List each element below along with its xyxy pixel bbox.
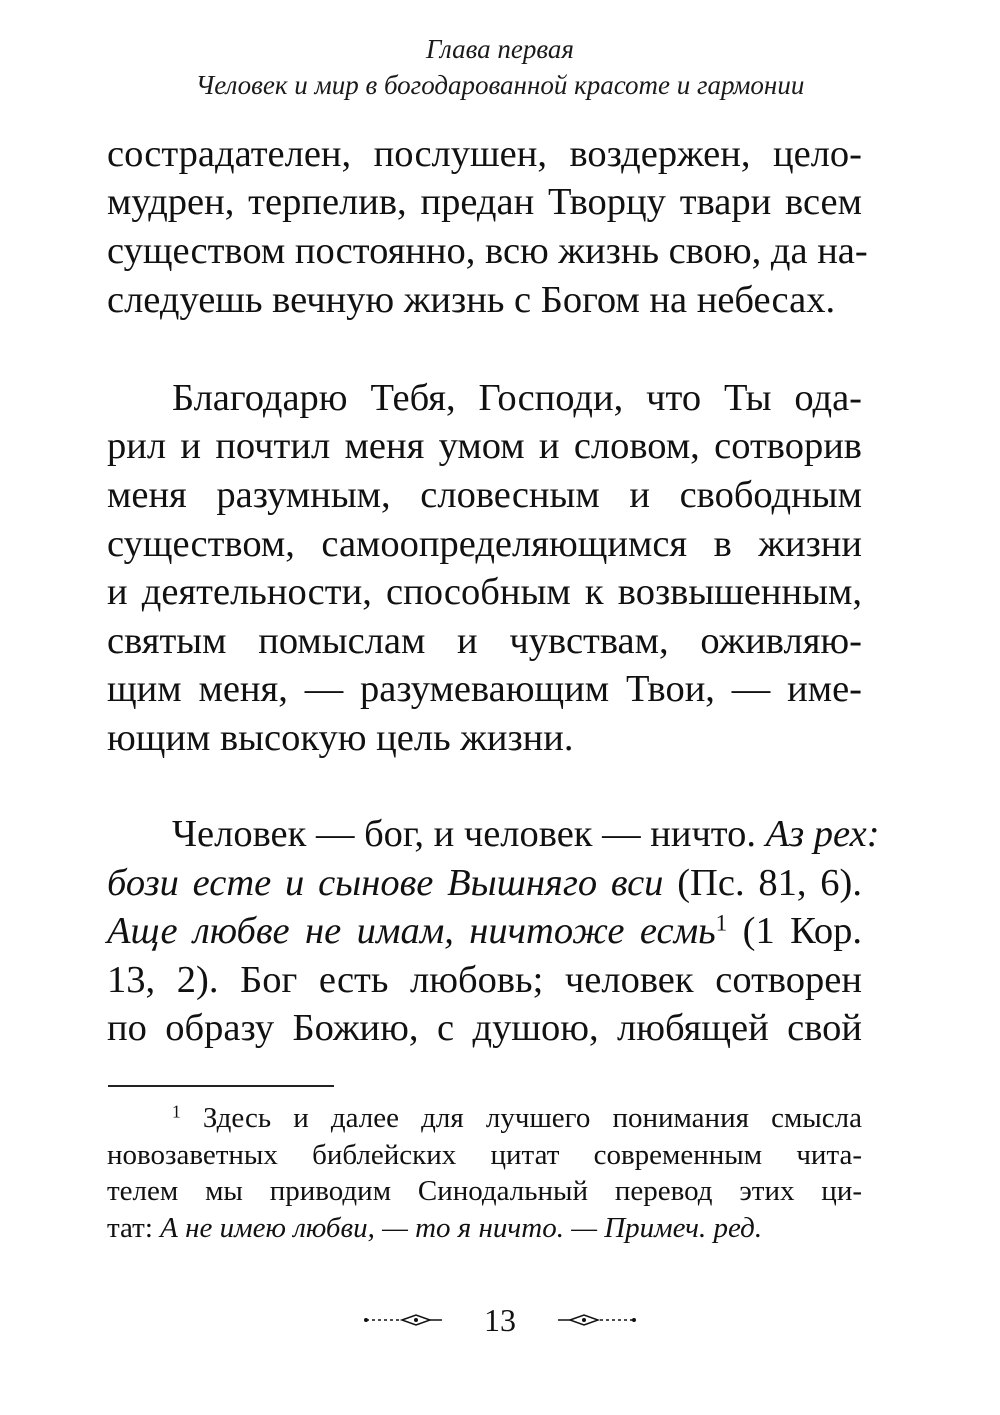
- scripture-quote: Аще любве не имам, ничтоже есмь: [107, 910, 716, 952]
- text-line: существом, самоопределяющимся в жизни: [107, 523, 862, 565]
- text-line: [172, 810, 880, 858]
- footnote-quote: А не имею любви, — то я ничто. — Примеч. ред.: [160, 1212, 763, 1244]
- chapter-subtitle: Человек и мир в богодарованной красоте и гармонии: [195, 70, 805, 100]
- chapter-title: Глава первая: [426, 34, 574, 64]
- ornament-left-icon: [364, 1312, 444, 1328]
- text-line: и деятельности, способным к возвышенным,: [107, 571, 862, 613]
- footnote-line: новозаветных библейских цитат современным чита-: [107, 1139, 862, 1171]
- text-line: существом постоянно, всю жизнь свою, да на-: [107, 230, 868, 272]
- footnote-divider: [108, 1085, 334, 1087]
- scripture-quote: бози есте и сынове Вышняго вси: [107, 862, 664, 904]
- ornament-right-icon: [556, 1312, 636, 1328]
- text-line: [107, 907, 862, 955]
- footnote-reference[interactable]: 1: [715, 909, 728, 936]
- scripture-quote: Аз рех:: [765, 813, 880, 855]
- text-line: щим меня, — разумевающим Твои, — име-: [107, 668, 862, 710]
- footnote-line: телем мы приводим Синодальный перевод этих ци-: [107, 1175, 862, 1207]
- text-line: 13, 2). Бог есть любовь; человек сотворен: [107, 959, 862, 1001]
- footnote-line: [172, 1100, 862, 1136]
- text-line: мудрен, терпелив, предан Творцу твари всем: [107, 181, 862, 223]
- text-line: по образу Божию, с душою, любящей свой: [107, 1007, 862, 1049]
- text-line: святым помыслам и чувствам, оживляю-: [107, 620, 862, 662]
- page-number: 13: [484, 1302, 516, 1338]
- text-line: Благодарю Тебя, Господи, что Ты ода-: [172, 377, 862, 419]
- text-span: Человек — бог, и человек — ничто.: [172, 813, 766, 855]
- scripture-reference: (Пс. 81, 6).: [663, 862, 862, 904]
- text-line: сострадателен, послушен, воздержен, цело-: [107, 133, 862, 175]
- text-line: меня разумным, словесным и свободным: [107, 474, 862, 516]
- text-line: следуешь вечную жизнь с Богом на небесах.: [107, 279, 836, 321]
- footnote-line: [107, 1210, 862, 1246]
- page-footer: [0, 1300, 1000, 1340]
- text-line: рил и почтил меня умом и словом, сотворив: [107, 425, 862, 467]
- footnote-text: Здесь и далее для лучшего понимания смысла: [202, 1102, 863, 1134]
- scripture-reference: (1 Кор.: [727, 910, 862, 952]
- footnote-marker: 1: [172, 1101, 181, 1122]
- text-line: [107, 859, 862, 907]
- footnote-text: тат:: [107, 1212, 161, 1244]
- text-line: ющим высокую цель жизни.: [107, 717, 574, 759]
